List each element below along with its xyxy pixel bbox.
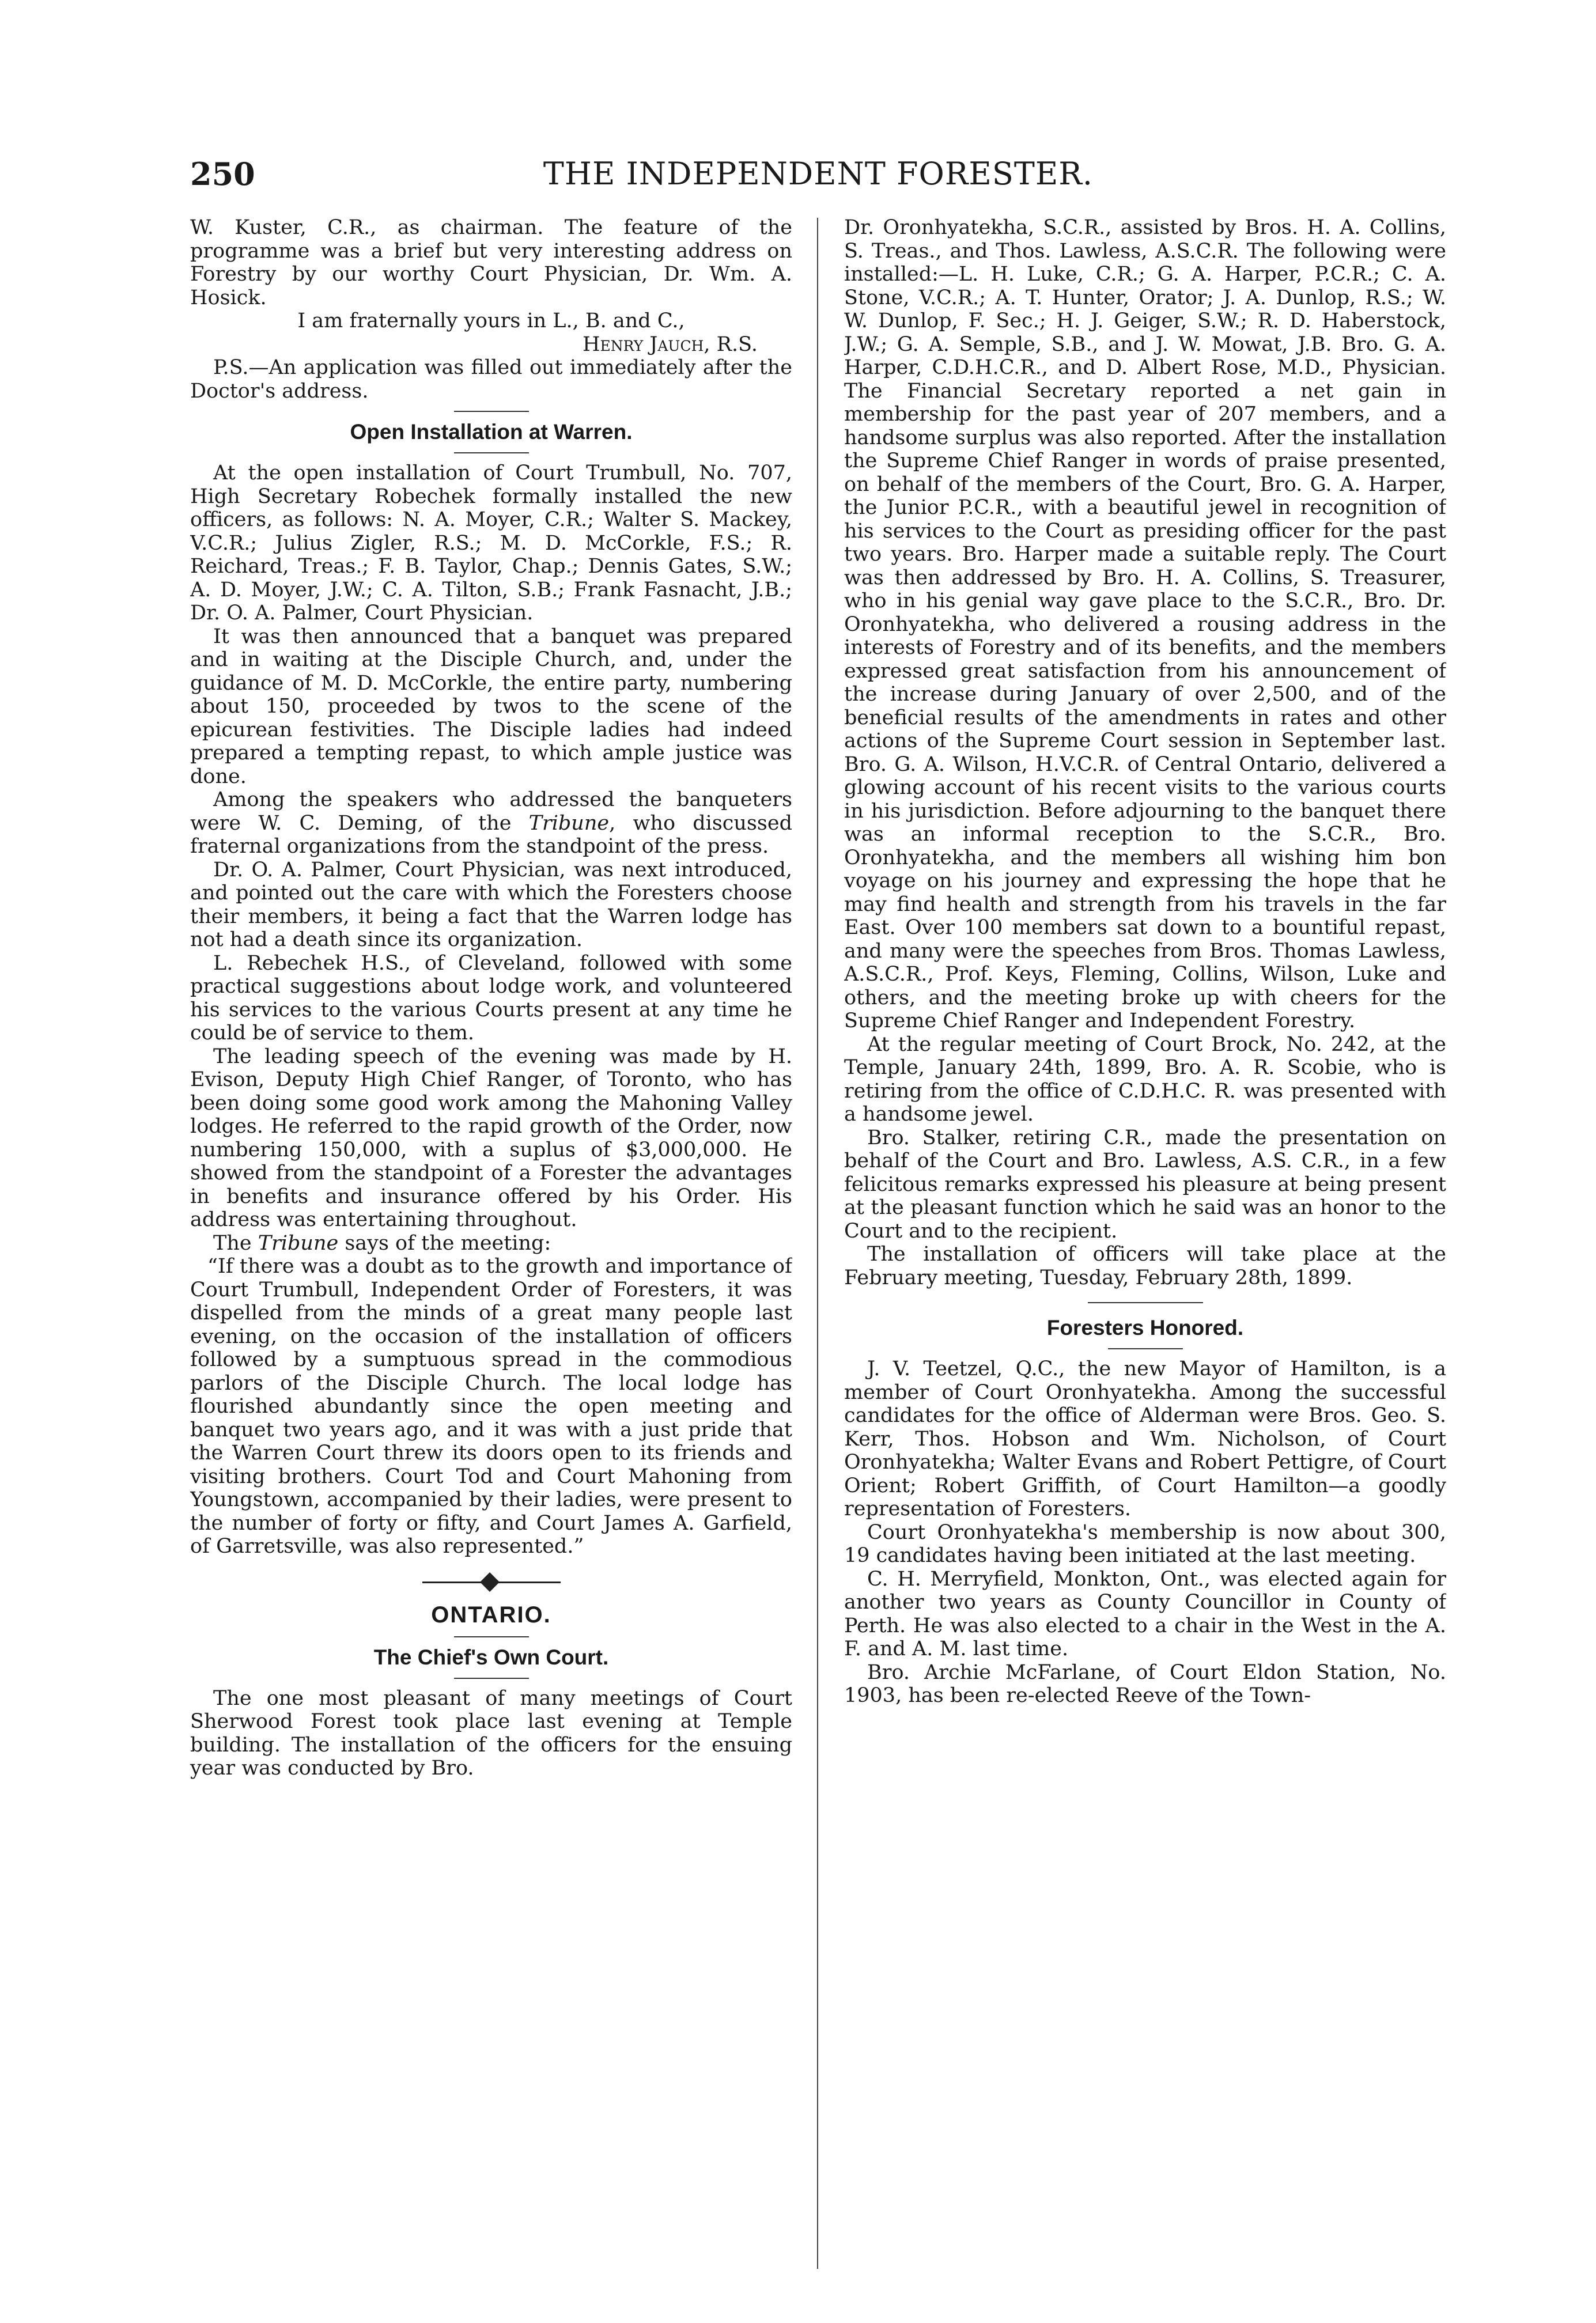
section-heading-warren: Open Installation at Warren. xyxy=(350,420,633,444)
section-rule xyxy=(1108,1348,1183,1349)
paragraph: Bro. Stalker, retiring C.R., made the presentation on behalf of the Court and Bro. Lawless, A.S. C.R., in a few felicitous remarks expressed his pleasure at being present at the pleasant function which he said was an honor to the Court and to the recipient. xyxy=(844,1126,1446,1243)
journal-title: THE INDEPENDENT FORESTER. xyxy=(543,156,1094,192)
newspaper-name: Tribune xyxy=(258,1231,339,1255)
page-header xyxy=(190,156,1446,202)
postscript: P.S.—An application was filled out immediately after the Doctor's address. xyxy=(190,356,792,403)
letter-signature: Henry Jauch, R.S. xyxy=(583,332,758,356)
text-run: Among the speakers who addressed the banqueters were W. C. Deming, of the xyxy=(190,788,792,835)
section-heading-honored: Foresters Honored. xyxy=(1046,1316,1244,1340)
section-heading-ontario: ONTARIO. xyxy=(431,1602,551,1628)
section-rule xyxy=(1088,1302,1203,1303)
section-rule xyxy=(454,1636,529,1637)
section-heading-chief: The Chief's Own Court. xyxy=(373,1645,609,1669)
paragraph: W. Kuster, C.R., as chairman. The feature of the programme was a brief but very interesting address on Forestry by our worthy Court Physician, Dr. Wm. A. Hosick. xyxy=(190,216,792,309)
paragraph: Bro. Archie McFarlane, of Court Eldon Station, No. 1903, has been re-elected Reeve of the Town- xyxy=(844,1660,1446,1707)
page xyxy=(190,156,1446,2287)
paragraph: The leading speech of the evening was made by H. Evison, Deputy High Chief Ranger, of Toronto, who has been doing some good work among the Mahoning Valley lodges. He referred to the rapid growth of the Order, now numbering 150,000, with a suplus of $3,000,000. He showed from the standpoint of a Forester the advantages in benefits and insurance offered by his Order. His address was entertaining throughout. xyxy=(190,1045,792,1231)
paragraph: L. Rebechek H.S., of Cleveland, followed with some practical suggestions about lodge work, and volunteered his services to the various Courts present at any time he could be of service to them. xyxy=(190,951,792,1045)
paragraph: Court Oronhyatekha's membership is now about 300, 19 candidates having been initiated at the last meeting. xyxy=(844,1520,1446,1567)
section-rule xyxy=(454,411,529,412)
paragraph: J. V. Teetzel, Q.C., the new Mayor of Hamilton, is a member of Court Oronhyatekha. Among the successful candidates for the office of Alderman were Bros. Geo. S. Kerr, Thos. Hobson and Wm. Nicholson, of Court Oronhyatekha; Walter Evans and Robert Pettigre, of Court Orient; Robert Griffith, of Court Hamilton—a goodly representation of Foresters. xyxy=(844,1357,1446,1520)
paragraph: The installation of officers will take place at the February meeting, Tuesday, February 28th, 1899. xyxy=(844,1243,1446,1289)
text-run: The xyxy=(213,1231,258,1255)
column-divider xyxy=(817,218,818,2269)
section-rule xyxy=(454,452,529,453)
paragraph xyxy=(190,1232,792,1255)
right-column xyxy=(844,216,1446,2284)
paragraph: It was then announced that a banquet was prepared and in waiting at the Disciple Church, and, under the guidance of M. D. McCorkle, the entire party, numbering about 150, proceeded by twos to the scene of the epicurean festivities. The Disciple ladies had indeed prepared a tempting repast, to which ample justice was done. xyxy=(190,625,792,788)
ornament-divider xyxy=(422,1573,561,1591)
paragraph: Dr. O. A. Palmer, Court Physician, was next introduced, and pointed out the care with which the Foresters choose their members, it being a fact that the Warren lodge has not had a death since its organization. xyxy=(190,858,792,951)
paragraph: Dr. Oronhyatekha, S.C.R., assisted by Bros. H. A. Collins, S. Treas., and Thos. Lawless, A.S.C.R. The following were installed:—L. H. Luke, C.R.; G. A. Harper, P.C.R.; C. A. Stone, V.C.R.; A. T. Hunter, Orator; J. A. Dunlop, R.S.; W. W. Dunlop, F. Sec.; H. J. Geiger, S.W.; R. D. Haberstock, J.W.; G. A. Semple, S.B., and J. W. Mowat, J.B. Bro. G. A. Harper, C.D.H.C.R., and D. Albert Rose, M.D., Physician. The Financial Secretary reported a net gain in membership for the past year of 207 members, and a handsome surplus was also reported. After the installation the Supreme Chief Ranger in words of praise presented, on behalf of the members of the Court, Bro. G. A. Harper, the Junior P.C.R., with a beautiful jewel in recognition of his services to the Court as presiding officer for the past two years. Bro. Harper made a suitable reply. The Court was then addressed by Bro. H. A. Collins, S. Treasurer, who in his genial way gave place to the S.C.R., Bro. Dr. Oronhyatekha, who delivered a rousing address in the interests of Forestry and of its benefits, and the members expressed great satisfaction from his announcement of the increase during January of over 2,500, and of the beneficial results of the amendments in rates and other actions of the Supreme Court session in September last. Bro. G. A. Wilson, H.V.C.R. of Central Ontario, delivered a glowing account of his recent visits to the various courts in his jurisdiction. Before adjourning to the banquet there was an informal reception to the S.C.R., Bro. Oronhyatekha, and the members all wishing him bon voyage on his journey and expressing the hope that he may find health and strength from his travels in the far East. Over 100 members sat down to a bountiful repast, and many were the speeches from Bros. Thomas Lawless, A.S.C.R., Prof. Keys, Fleming, Collins, Wilson, Luke and others, and the meeting broke up with cheers for the Supreme Chief Ranger and Independent Forestry. xyxy=(844,216,1446,1032)
paragraph: At the open installation of Court Trumbull, No. 707, High Secretary Robechek formally installed the new officers, as follows: N. A. Moyer, C.R.; Walter S. Mackey, V.C.R.; Julius Zigler, R.S.; M. D. McCorkle, F.S.; R. Reichard, Treas.; F. B. Taylor, Chap.; Dennis Gates, S.W.; A. D. Moyer, J.W.; C. A. Tilton, S.B.; Frank Fasnacht, J.B.; Dr. O. A. Palmer, Court Physician. xyxy=(190,461,792,625)
text-run: says of the meeting: xyxy=(338,1231,551,1255)
paragraph xyxy=(190,788,792,858)
page-number: 250 xyxy=(190,156,255,192)
left-column xyxy=(190,216,792,2284)
newspaper-name: Tribune xyxy=(528,811,610,835)
letter-closing: I am fraternally yours in L., B. and C., xyxy=(297,309,685,332)
section-rule xyxy=(454,1678,529,1679)
paragraph: The one most pleasant of many meetings of Court Sherwood Forest took place last evening at Temple building. The installation of the officers for the ensuing year was conducted by Bro. xyxy=(190,1686,792,1780)
paragraph: C. H. Merryfield, Monkton, Ont., was elected again for another two years as County Councillor in County of Perth. He was also elected to a chair in the West in the A. F. and A. M. last time. xyxy=(844,1567,1446,1660)
text-run: , who discussed fraternal organizations from the standpoint of the press. xyxy=(190,811,792,858)
paragraph: At the regular meeting of Court Brock, No. 242, at the Temple, January 24th, 1899, Bro. A. R. Scobie, who is retiring from the office of C.D.H.C. R. was presented with a handsome jewel. xyxy=(844,1032,1446,1126)
quotation: “If there was a doubt as to the growth and importance of Court Trumbull, Independent Order of Foresters, it was dispelled from the minds of a great many people last evening, on the occasion of the installation of officers followed by a sumptuous spread in the commodious parlors of the Disciple Church. The local lodge has flourished abundantly since the open meeting and banquet two years ago, and it was with a just pride that the Warren Court threw its doors open to its friends and visiting brothers. Court Tod and Court Mahoning from Youngstown, accompanied by their ladies, were present to the number of forty or fifty, and Court James A. Garfield, of Garretsville, was also represented.” xyxy=(190,1255,792,1558)
